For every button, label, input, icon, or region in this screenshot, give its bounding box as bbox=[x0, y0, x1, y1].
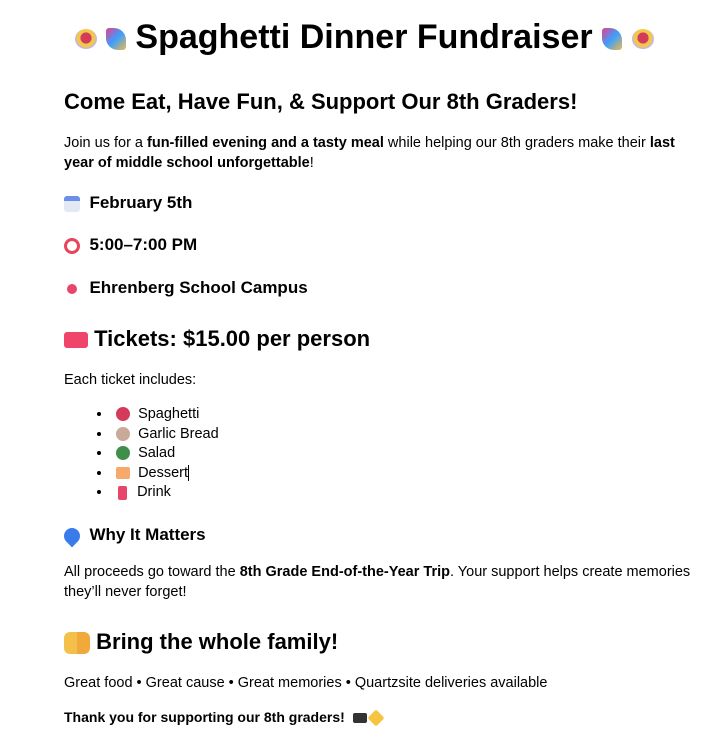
list-item: • Drink bbox=[112, 483, 219, 503]
tickets-heading: Tickets: $15.00 per person bbox=[64, 326, 370, 352]
pin-icon bbox=[67, 284, 77, 294]
family-icon bbox=[64, 632, 90, 654]
subtitle: Come Eat, Have Fun, & Support Our 8th Graders! bbox=[64, 89, 578, 114]
party-popper-icon bbox=[106, 28, 126, 50]
why-heading: Why It Matters bbox=[64, 525, 206, 545]
cup-icon bbox=[118, 486, 127, 500]
calendar-icon bbox=[64, 196, 80, 212]
spaghetti-icon bbox=[75, 29, 97, 49]
garlic-icon bbox=[116, 427, 130, 441]
event-location: Ehrenberg School Campus bbox=[64, 278, 308, 298]
text-cursor bbox=[188, 465, 189, 481]
why-paragraph: All proceeds go toward the 8th Grade End-of-the-Year Trip. Your support helps create memories they’ll never forget! bbox=[64, 564, 691, 600]
includes-label: Each ticket includes: bbox=[64, 372, 197, 388]
graduation-cap-icon bbox=[353, 713, 367, 723]
cake-icon bbox=[116, 467, 130, 479]
list-item: • Garlic Bread bbox=[112, 425, 219, 445]
tagline: Great food • Great cause • Great memories • Quartzsite deliveries available bbox=[64, 675, 548, 691]
party-popper-icon bbox=[602, 28, 622, 50]
salad-icon bbox=[116, 446, 130, 460]
spaghetti-icon bbox=[632, 29, 654, 49]
ticket-icon bbox=[64, 332, 88, 348]
list-item: • Dessert bbox=[112, 464, 219, 484]
event-date: February 5th bbox=[64, 193, 192, 213]
list-item: • Spaghetti bbox=[112, 405, 219, 425]
intro-paragraph: Join us for a fun-filled evening and a tasty meal while helping our 8th graders make their last year of middle school unforgettable! bbox=[64, 135, 675, 171]
spaghetti-icon bbox=[116, 407, 130, 421]
ticket-items-list bbox=[64, 405, 219, 503]
list-item: • Salad bbox=[112, 444, 219, 464]
page-title: Spaghetti Dinner Fundraiser bbox=[0, 18, 728, 57]
family-heading: Bring the whole family! bbox=[64, 629, 338, 655]
blue-heart-icon bbox=[61, 524, 84, 547]
alarm-clock-icon bbox=[64, 238, 80, 254]
event-time: 5:00–7:00 PM bbox=[64, 235, 197, 255]
sparkles-icon bbox=[368, 710, 385, 727]
thanks: Thank you for supporting our 8th graders! bbox=[64, 707, 694, 727]
